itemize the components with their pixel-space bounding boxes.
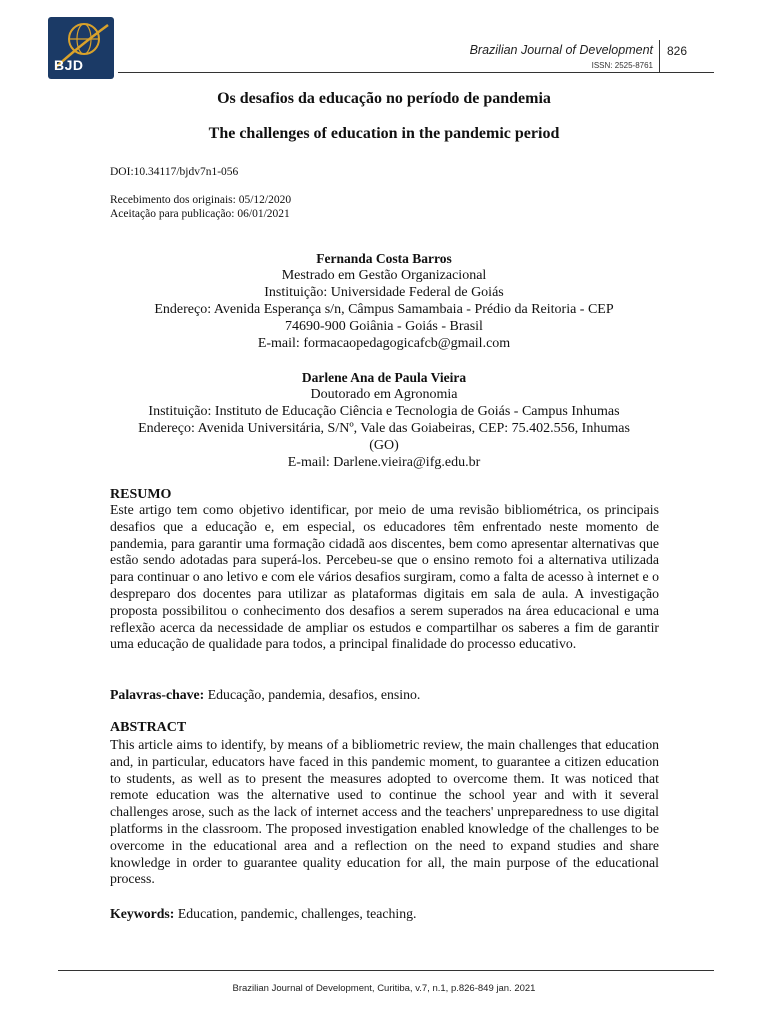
author-block [108, 250, 660, 352]
page-number: 826 [667, 44, 688, 58]
author-block [108, 369, 660, 471]
keywords-en-values: Education, pandemic, challenges, teaching. [174, 906, 417, 921]
author-name: Darlene Ana de Paula Vieira [301, 370, 467, 385]
author-degree: Mestrado em Gestão Organizacional [281, 268, 487, 283]
received-date: Recebimento dos originais: 05/12/2020 [110, 194, 292, 206]
journal-logo [48, 17, 114, 79]
title-english: The challenges of education in the pandemic period [208, 125, 560, 142]
keywords-pt [110, 686, 659, 703]
logo-text: BJD [54, 57, 84, 73]
author-address-cont: (GO) [369, 438, 399, 453]
abstract-heading: ABSTRACT [110, 720, 187, 735]
author-degree: Doutorado em Agronomia [310, 387, 458, 402]
accepted-date: Aceitação para publicação: 06/01/2021 [110, 208, 290, 220]
author-address-cont: 74690-900 Goiânia - Goiás - Brasil [285, 319, 483, 334]
title-portuguese: Os desafios da educação no período de pandemia [217, 90, 551, 107]
keywords-en-label: Keywords: [110, 906, 175, 921]
abstract-text: This article aims to identify, by means of a bibliometric review, the main challenges that education and, in particular, educators have faced in this pandemic moment, to guarantee a citizen education to students, as well as to present the measures adopted to overcome them. It was noticed that remote education was the alternative used to continue the school year and with it several challenges arose, such as the lack of internet access and the teachers' unpreparedness to use digital platforms in the classroom. The proposed investigation enabled knowledge of the challenges to be overcome in the educational area and a reflection on the need to expand studies and share knowledge in order to guarantee quality education for all, the main purpose of the educational process. [110, 737, 659, 887]
author-institution: Instituição: Universidade Federal de Goiás [264, 285, 504, 300]
header-rule [118, 72, 714, 73]
resumo-text: Este artigo tem como objetivo identificar, por meio de uma revisão bibliométrica, os principais desafios que a educação e, em especial, os educadores têm enfrentado neste momento de pandemia, para garantir uma formação cidadã aos discentes, bem como apresentar alternativas que estão sendo adotadas para superá-los. Percebeu-se que o ensino remoto foi a alternativa utilizada para continuar o ano letivo e com ele vários desafios surgiram, como a falta de acesso à internet e o despreparo dos docentes para utilizar as plataformas digitais em sala de aula. A investigação proposta possibilitou o conhecimento dos desafios a serem superados na área educacional e uma reflexão acerca da necessidade de ampliar os estudos e compartilhar os saberes a fim de garantir uma educação de qualidade para todos, a principal finalidade do processo educativo. [110, 502, 659, 652]
footer-rule [58, 970, 714, 971]
author-name: Fernanda Costa Barros [316, 251, 452, 266]
author-address: Endereço: Avenida Esperança s/n, Câmpus Samambaia - Prédio da Reitoria - CEP [154, 302, 614, 317]
doi: DOI:10.34117/bjdv7n1-056 [110, 166, 239, 178]
author-address: Endereço: Avenida Universitária, S/Nº, Vale das Goiabeiras, CEP: 75.402.556, Inhumas [138, 421, 630, 436]
author-email: E-mail: formacaopedagogicafcb@gmail.com [257, 336, 511, 351]
header-issn: ISSN: 2525-8761 [591, 61, 653, 70]
header-divider [659, 40, 660, 72]
header-journal-name: Brazilian Journal of Development [469, 43, 653, 57]
footer-citation: Brazilian Journal of Development, Curitiba, v.7, n.1, p.826-849 jan. 2021 [232, 983, 536, 994]
author-institution: Instituição: Instituto de Educação Ciência e Tecnologia de Goiás - Campus Inhumas [148, 404, 620, 419]
keywords-pt-label: Palavras-chave: [110, 687, 205, 702]
resumo-heading: RESUMO [110, 487, 172, 502]
author-email: E-mail: Darlene.vieira@ifg.edu.br [287, 455, 481, 470]
keywords-pt-values: Educação, pandemia, desafios, ensino. [204, 687, 421, 702]
keywords-en [110, 905, 659, 922]
